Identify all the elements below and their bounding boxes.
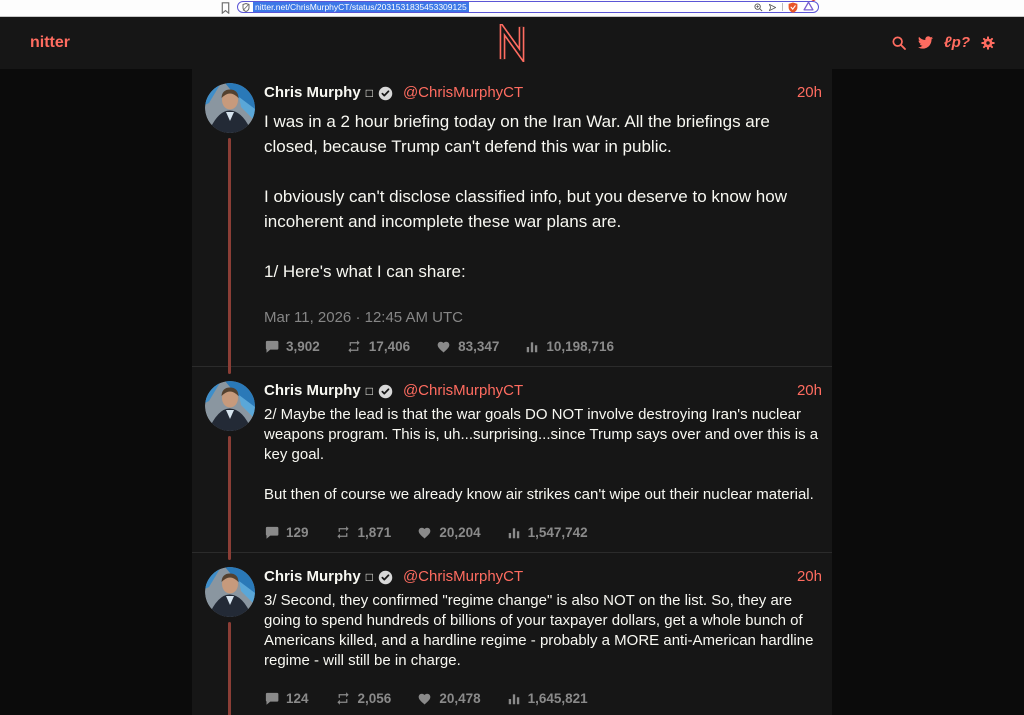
username-link[interactable]: @ChrisMurphyCT [402,382,524,399]
tweet-text-paragraph: I was in a 2 hour briefing today on the Iran War. All the briefings are closed, because Trump can't defend this war in public. [264,112,770,156]
username-link[interactable]: @ChrisMurphyCT [402,84,524,101]
likes-count: 20,478 [439,691,481,706]
avatar[interactable] [205,567,255,617]
brand-link[interactable]: nitter [30,33,70,51]
zoom-in-icon[interactable] [754,3,763,12]
verified-badge-icon [378,86,393,101]
comments-stat [264,691,309,706]
missing-glyph-box: □ [365,384,373,398]
toolbar-divider [782,3,783,11]
heart-icon [417,692,432,706]
display-name[interactable]: Chris Murphy [264,568,361,585]
views-stat [507,691,588,706]
likes-stat [417,525,480,540]
adguard-shield-icon[interactable] [788,2,798,13]
site-header [0,16,1024,69]
avatar[interactable] [205,83,255,133]
comments-stat [264,339,320,354]
chart-icon [507,692,521,706]
views-stat [507,525,588,540]
views-count: 1,547,742 [527,525,588,540]
rss-fallback-glyph[interactable]: ℓp? [943,34,970,51]
tweet-header-row [264,381,822,401]
retweets-stat [335,525,392,540]
retweet-icon [346,339,362,354]
display-name[interactable]: Chris Murphy [264,84,361,101]
nitter-logo-icon[interactable] [496,24,528,62]
verified-badge-icon [378,384,393,399]
tweet-stats-row [264,525,822,540]
tweet-text-paragraph: 1/ Here's what I can share: [264,262,466,281]
verified-badge-icon [378,570,393,585]
views-count: 10,198,716 [546,339,614,354]
likes-stat [417,691,480,706]
browser-toolbar [0,0,1024,17]
tweet-item[interactable] [192,69,832,367]
views-stat [525,339,614,354]
comment-icon [264,525,279,540]
settings-gear-icon[interactable] [980,35,996,51]
comments-stat [264,525,309,540]
retweets-count: 2,056 [357,691,392,706]
retweet-icon [335,525,351,540]
tweet-date: Mar 11, 2026 · 12:45 AM UTC [264,309,463,326]
heart-icon [417,526,432,540]
tracking-shield-icon[interactable] [242,3,250,12]
retweet-icon [335,691,351,706]
flag-alert-icon[interactable] [803,0,814,16]
url-text-selected[interactable]: nitter.net/ChrisMurphyCT/status/2031531835453309125 [255,2,467,12]
tweet-body [264,109,822,284]
tweet-header-row [264,567,822,587]
tweet-item[interactable] [192,553,832,715]
tweet-timestamp[interactable]: 20h [796,382,822,399]
likes-count: 83,347 [458,339,500,354]
tweet-timestamp[interactable]: 20h [796,84,822,101]
tweet-text-paragraph: 2/ Maybe the lead is that the war goals DO NOT involve destroying Iran's nuclear weapons program. This is, uh...surprising...since Trump says over and over this is a key goal. [264,406,819,463]
heart-icon [436,340,451,354]
tweet-text-paragraph: 3/ Second, they confirmed "regime change" is also NOT on the list. So, they are going to spend hundreds of billions of your taxpayer dollars, get a whole bunch of Americans killed, and a hardline regime - probably a MORE anti-American hardline regime - will still be in charge. [264,592,814,669]
retweets-stat [335,691,392,706]
username-link[interactable]: @ChrisMurphyCT [402,568,524,585]
retweets-count: 17,406 [368,339,411,354]
tweet-stats-row [264,691,822,706]
retweets-count: 1,871 [357,525,392,540]
chart-icon [507,526,521,540]
views-count: 1,645,821 [527,691,588,706]
tweet-body [264,405,822,505]
comments-count: 124 [286,691,309,706]
display-name[interactable]: Chris Murphy [264,382,361,399]
page-background [0,69,1024,715]
comments-count: 129 [286,525,309,540]
tweet-item[interactable] [192,367,832,553]
search-icon[interactable] [891,35,907,51]
tweet-stats-row [264,339,822,354]
chart-icon [525,340,539,354]
missing-glyph-box: □ [365,570,373,584]
comment-icon [264,691,279,706]
likes-stat [436,339,499,354]
comment-icon [264,339,279,354]
tweet-body [264,591,822,671]
bookmark-icon[interactable] [221,2,230,14]
thread-timeline [192,69,832,715]
tweet-timestamp[interactable]: 20h [796,568,822,585]
tweet-text-paragraph: I obviously can't disclose classified info, but you deserve to know how incoherent and incomplete these war plans are. [264,187,787,231]
likes-count: 20,204 [439,525,481,540]
comments-count: 3,902 [286,339,320,354]
url-bar[interactable] [237,1,819,13]
missing-glyph-box: □ [365,86,373,100]
tweet-header-row [264,83,822,103]
tweet-text-paragraph: But then of course we already know air strikes can't wipe out their nuclear material. [264,486,814,503]
avatar[interactable] [205,381,255,431]
send-icon[interactable] [768,3,777,12]
twitter-bird-icon[interactable] [917,35,934,50]
retweets-stat [346,339,410,354]
alert-badge [811,0,816,1]
